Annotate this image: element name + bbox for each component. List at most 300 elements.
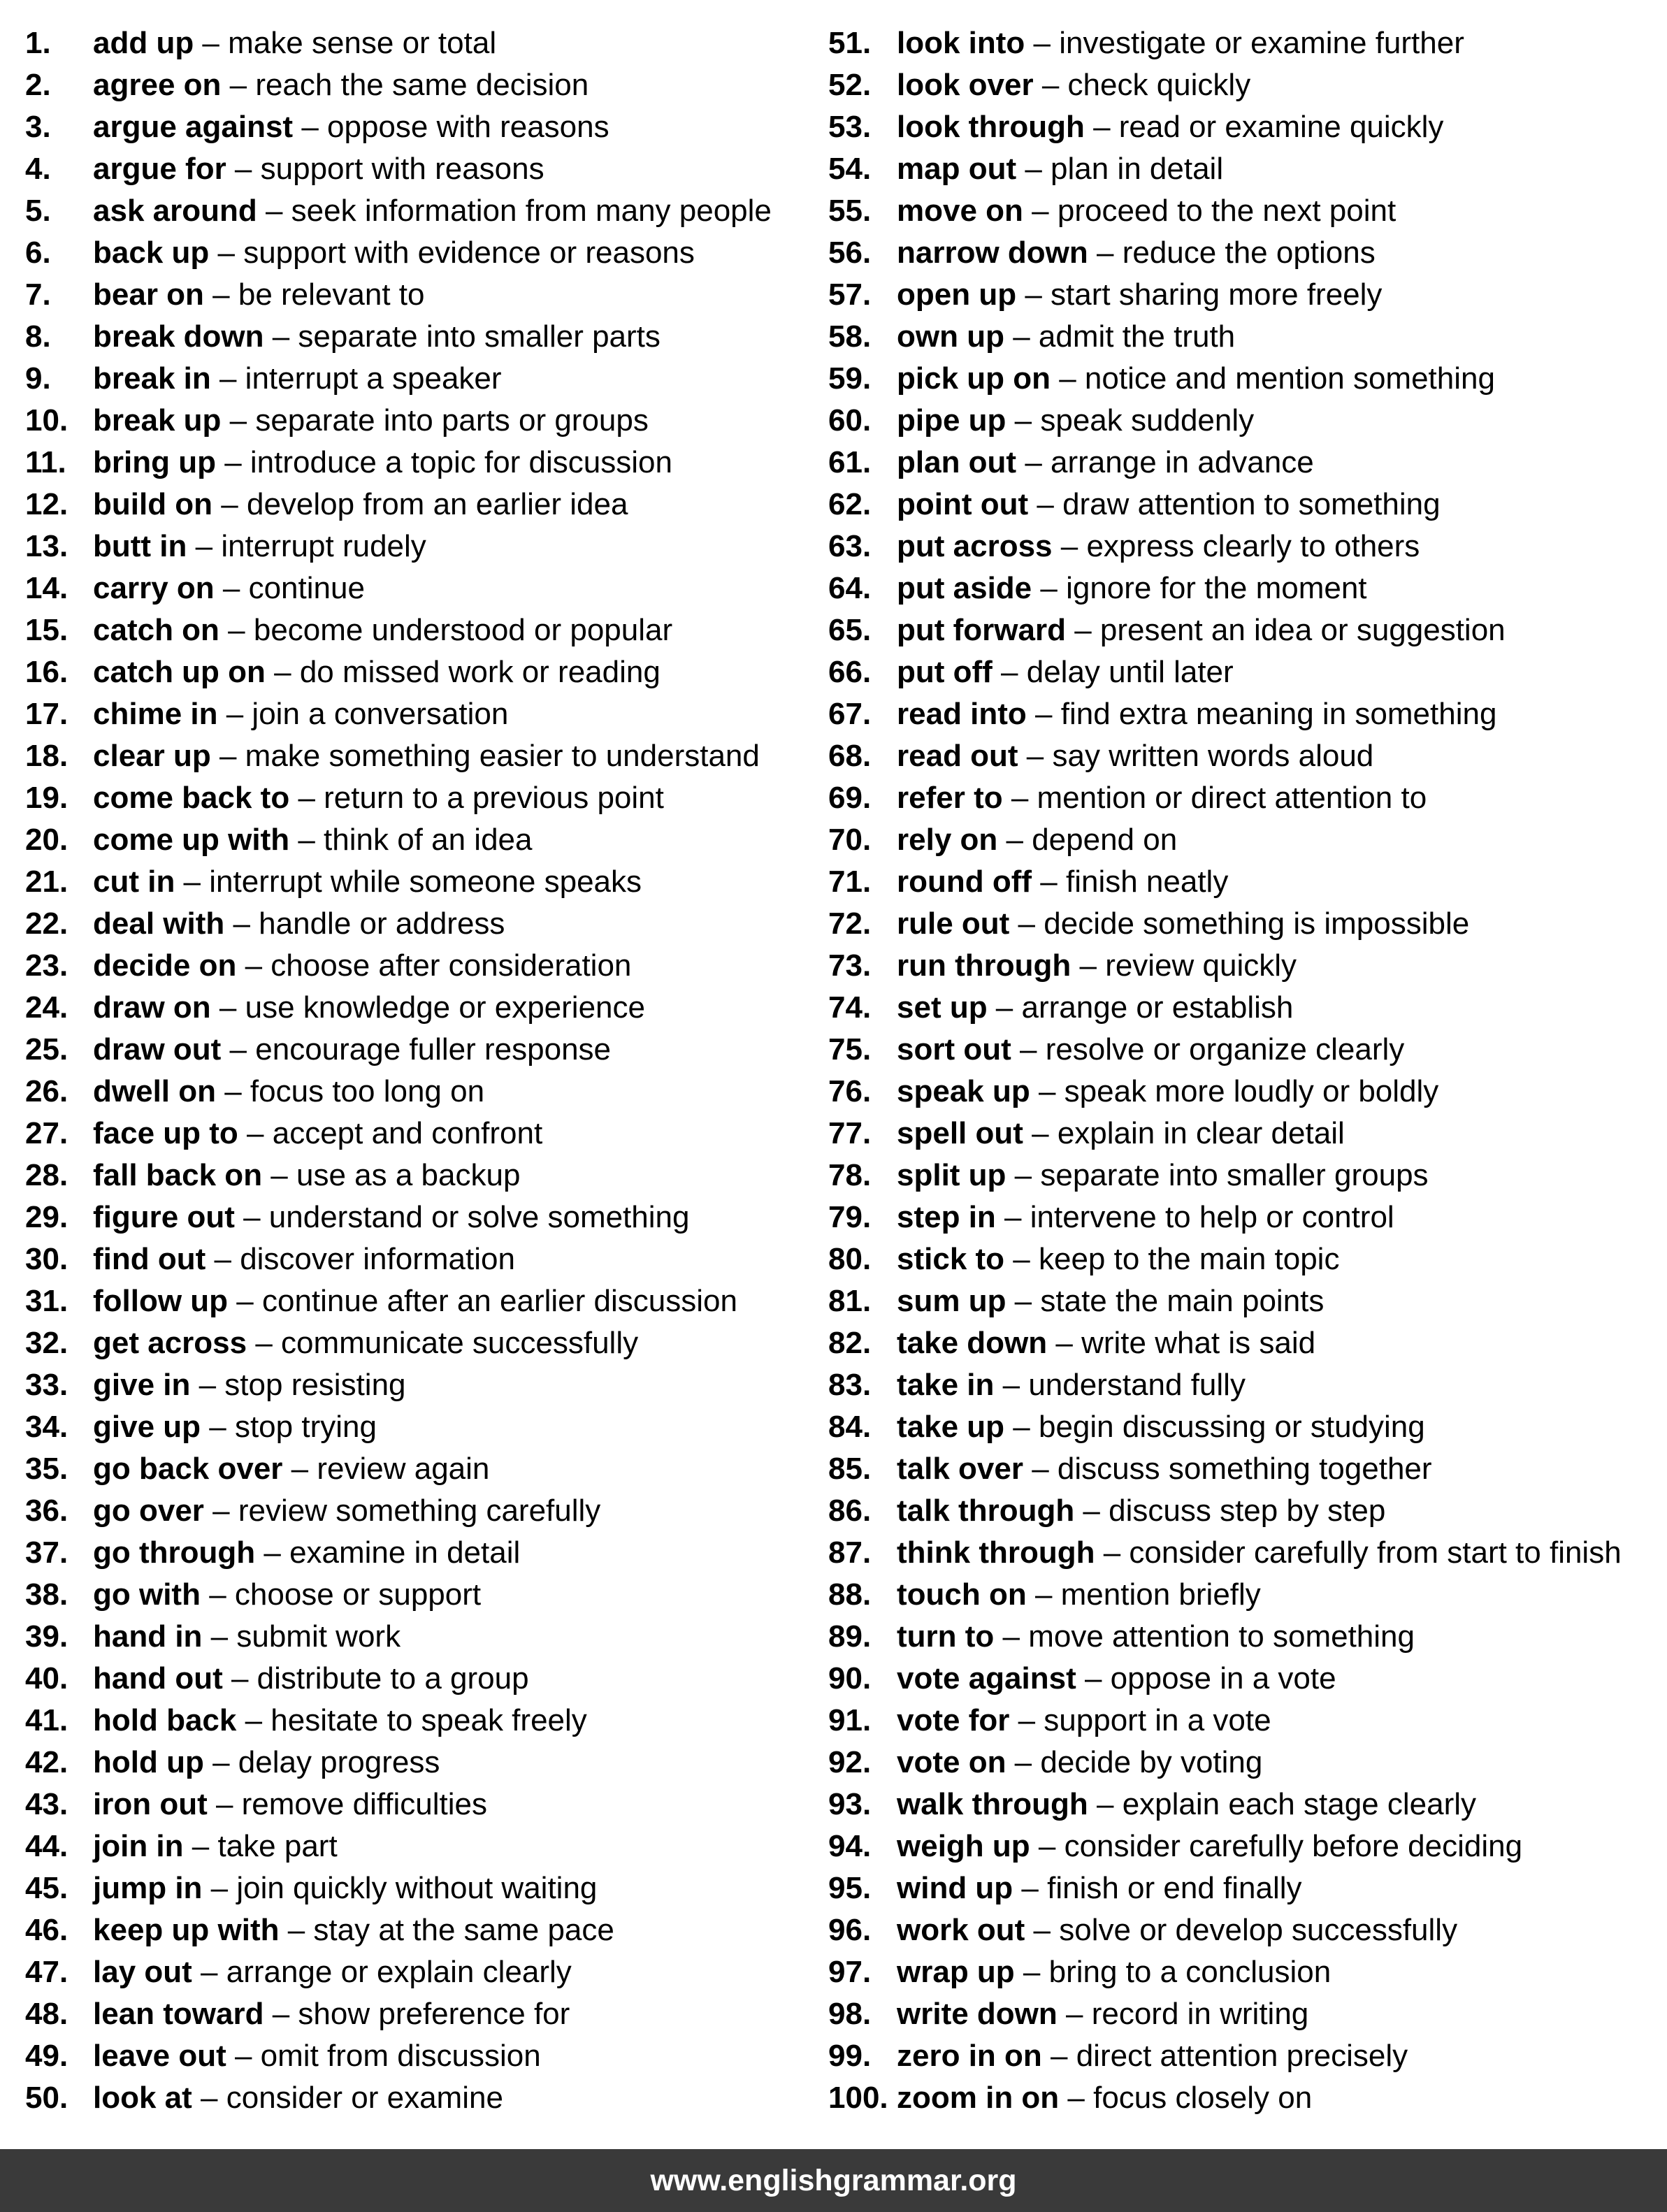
entry-number: 87. — [828, 1535, 872, 1570]
entry-number: 24. — [25, 990, 68, 1025]
entry-number: 55. — [828, 194, 872, 228]
phrasal-verb: speak up — [897, 1074, 1030, 1108]
dash-separator: – — [1026, 697, 1061, 731]
phrasal-verb-entry — [25, 945, 808, 987]
phrasal-verb: narrow down — [897, 236, 1088, 270]
phrasal-verb-entry — [828, 2035, 1660, 2077]
dash-separator: – — [214, 571, 249, 605]
dash-separator: – — [987, 990, 1022, 1025]
entry-number: 64. — [828, 571, 872, 605]
phrasal-verb: move on — [897, 194, 1023, 228]
definition: finish or end finally — [1047, 1871, 1302, 1905]
dash-separator: – — [1006, 1284, 1041, 1318]
definition: handle or address — [259, 906, 505, 941]
phrasal-verb-entry — [828, 1322, 1660, 1364]
phrasal-verb: read into — [897, 697, 1027, 731]
definition: separate into smaller parts — [298, 319, 661, 354]
entry-number: 46. — [25, 1913, 68, 1947]
phrasal-verb: go over — [93, 1494, 204, 1528]
entry-number: 67. — [828, 697, 872, 731]
dash-separator: – — [1076, 1661, 1111, 1696]
entry-number: 71. — [828, 865, 872, 899]
dash-separator: – — [1088, 1787, 1123, 1821]
definition: notice and mention something — [1084, 361, 1495, 396]
definition: plan in detail — [1051, 152, 1224, 186]
phrasal-verb: lay out — [93, 1955, 192, 1989]
phrasal-verb: give in — [93, 1368, 191, 1402]
phrasal-verb: argue for — [93, 152, 226, 186]
entry-number: 65. — [828, 613, 872, 647]
entry-number: 85. — [828, 1452, 872, 1486]
phrasal-verb-entry — [828, 358, 1660, 400]
entry-number: 100. — [828, 2081, 888, 2115]
entry-number: 86. — [828, 1494, 872, 1528]
dash-separator: – — [192, 1955, 226, 1989]
dash-separator: – — [224, 906, 259, 941]
entry-number: 58. — [828, 319, 872, 354]
dash-separator: – — [202, 1871, 237, 1905]
phrasal-verb: map out — [897, 152, 1017, 186]
phrasal-verb-entry — [25, 274, 808, 316]
definition: say written words aloud — [1052, 739, 1374, 773]
definition: discuss step by step — [1109, 1494, 1386, 1528]
dash-separator: – — [1032, 571, 1067, 605]
phrasal-verb-entry — [25, 442, 808, 484]
phrasal-verb: come up with — [93, 823, 290, 857]
entry-number: 2. — [25, 68, 51, 102]
entry-number: 31. — [25, 1284, 68, 1318]
definition: arrange or establish — [1021, 990, 1294, 1025]
phrasal-verb-entry — [828, 106, 1660, 148]
phrasal-verb: put forward — [897, 613, 1066, 647]
phrasal-verb-entry — [828, 1071, 1660, 1113]
definition: communicate successfully — [281, 1326, 639, 1360]
definition: examine in detail — [289, 1535, 521, 1570]
phrasal-verb-entry — [25, 316, 808, 358]
phrasal-verb: dwell on — [93, 1074, 216, 1108]
definition: support with evidence or reasons — [243, 236, 695, 270]
entry-number: 72. — [828, 906, 872, 941]
phrasal-verb-entry — [828, 1826, 1660, 1867]
dash-separator: – — [200, 1577, 235, 1612]
entry-number: 42. — [25, 1745, 68, 1779]
phrasal-verb: wrap up — [897, 1955, 1015, 1989]
entry-number: 35. — [25, 1452, 68, 1486]
dash-separator: – — [190, 1368, 225, 1402]
phrasal-verb: zoom in on — [897, 2081, 1060, 2115]
phrasal-verb: sort out — [897, 1032, 1011, 1067]
phrasal-verb: catch on — [93, 613, 219, 647]
phrasal-verb-entry — [828, 1364, 1660, 1406]
dash-separator: – — [203, 277, 238, 312]
definition: separate into parts or groups — [255, 403, 649, 438]
phrasal-verb-entry — [25, 190, 808, 232]
phrasal-verb-entry — [828, 1280, 1660, 1322]
phrasal-verb: lean toward — [93, 1997, 264, 2031]
dash-separator: – — [1009, 1703, 1044, 1737]
dash-separator: – — [1084, 110, 1119, 144]
phrasal-verb: look at — [93, 2081, 192, 2115]
definition: reduce the options — [1122, 236, 1376, 270]
dash-separator: – — [203, 1745, 238, 1779]
phrasal-verb: chime in — [93, 697, 218, 731]
dash-separator: – — [175, 865, 210, 899]
phrasal-verb-entry — [828, 1029, 1660, 1071]
entry-number: 82. — [828, 1326, 872, 1360]
definition: review quickly — [1105, 948, 1297, 983]
phrasal-verb: come back to — [93, 781, 290, 815]
definition: introduce a topic for discussion — [250, 445, 672, 479]
dash-separator: – — [1030, 1074, 1065, 1108]
dash-separator: – — [1028, 487, 1063, 521]
phrasal-verb-entry — [25, 1448, 808, 1490]
phrasal-verb: plan out — [897, 445, 1017, 479]
phrasal-verb: hand in — [93, 1619, 203, 1654]
dash-separator: – — [1004, 1242, 1039, 1276]
phrasal-verb: run through — [897, 948, 1071, 983]
phrasal-verb: vote against — [897, 1661, 1076, 1696]
dash-separator: – — [293, 110, 328, 144]
definition: decide by voting — [1040, 1745, 1263, 1779]
phrasal-verb: draw on — [93, 990, 211, 1025]
definition: seek information from many people — [291, 194, 772, 228]
definition: interrupt rudely — [221, 529, 426, 563]
phrasal-verb: touch on — [897, 1577, 1027, 1612]
dash-separator: – — [1026, 1577, 1061, 1612]
phrasal-verb: back up — [93, 236, 210, 270]
dash-separator: – — [1023, 194, 1058, 228]
phrasal-verb: face up to — [93, 1116, 238, 1150]
entry-number: 98. — [828, 1997, 872, 2031]
dash-separator: – — [210, 990, 245, 1025]
phrasal-verb-entry — [828, 1616, 1660, 1658]
entry-number: 83. — [828, 1368, 872, 1402]
entry-number: 11. — [25, 445, 66, 479]
dash-separator: – — [995, 1200, 1030, 1234]
definition: separate into smaller groups — [1040, 1158, 1429, 1192]
dash-separator: – — [1006, 1158, 1041, 1192]
phrasal-verb-entry — [25, 148, 808, 190]
definition: admit the truth — [1038, 319, 1236, 354]
entry-number: 91. — [828, 1703, 872, 1737]
phrasal-verb: step in — [897, 1200, 996, 1234]
phrasal-verb: weigh up — [897, 1829, 1030, 1863]
phrasal-verb-entry — [25, 484, 808, 526]
phrasal-verb-entry — [25, 777, 808, 819]
phrasal-verb-entry — [25, 526, 808, 568]
phrasal-verb: argue against — [93, 110, 294, 144]
phrasal-verb-entry — [828, 1700, 1660, 1742]
entry-number: 47. — [25, 1955, 68, 1989]
dash-separator: – — [289, 781, 324, 815]
entry-number: 14. — [25, 571, 68, 605]
definition: begin discussing or studying — [1038, 1410, 1425, 1444]
phrasal-verb-entry — [828, 903, 1660, 945]
dash-separator: – — [1016, 152, 1051, 186]
dash-separator: – — [997, 823, 1032, 857]
phrasal-verb-entry — [828, 64, 1660, 106]
phrasal-verb: break down — [93, 319, 264, 354]
entry-number: 3. — [25, 110, 51, 144]
phrasal-verb: deal with — [93, 906, 225, 941]
dash-separator: – — [194, 26, 229, 60]
entry-number: 28. — [25, 1158, 68, 1192]
definition: bring to a conclusion — [1048, 1955, 1332, 1989]
entry-number: 70. — [828, 823, 872, 857]
definition: do missed work or reading — [299, 655, 661, 689]
definition: use knowledge or experience — [245, 990, 645, 1025]
phrasal-verb-entry — [25, 1280, 808, 1322]
entry-number: 78. — [828, 1158, 872, 1192]
phrasal-verb: iron out — [93, 1787, 208, 1821]
dash-separator: – — [1004, 319, 1039, 354]
phrasal-verb-entry — [828, 1867, 1660, 1909]
phrasal-verb-entry — [25, 1490, 808, 1532]
phrasal-verb-entry — [25, 1238, 808, 1280]
phrasal-verb: clear up — [93, 739, 211, 773]
dash-separator: – — [201, 1410, 235, 1444]
phrasal-verb: bring up — [93, 445, 216, 479]
phrasal-verb: split up — [897, 1158, 1006, 1192]
definition: record in writing — [1091, 1997, 1309, 2031]
phrasal-verb-entry — [25, 1742, 808, 1784]
definition: reach the same decision — [255, 68, 589, 102]
phrasal-verb: put across — [897, 529, 1053, 563]
entry-number: 22. — [25, 906, 68, 941]
phrasal-verb: go back over — [93, 1452, 283, 1486]
phrasal-verb-entry — [828, 861, 1660, 903]
phrasal-verb-entry — [828, 1490, 1660, 1532]
definition: direct attention precisely — [1076, 2039, 1408, 2073]
phrasal-verb-entry — [25, 1113, 808, 1155]
phrasal-verb-entry — [828, 1448, 1660, 1490]
phrasal-verb-entry — [25, 651, 808, 693]
definition: be relevant to — [238, 277, 425, 312]
phrasal-verb: own up — [897, 319, 1004, 354]
definition: mention or direct attention to — [1037, 781, 1427, 815]
phrasal-verb: cut in — [93, 865, 175, 899]
entry-number: 95. — [828, 1871, 872, 1905]
definition: check quickly — [1067, 68, 1251, 102]
dash-separator: – — [228, 1284, 262, 1318]
phrasal-verb: get across — [93, 1326, 247, 1360]
entry-number: 6. — [25, 236, 51, 270]
footer-url[interactable]: www.englishgrammar.org — [650, 2163, 1017, 2197]
definition: support with reasons — [260, 152, 544, 186]
phrasal-verb: stick to — [897, 1242, 1005, 1276]
dash-separator: – — [1088, 236, 1123, 270]
phrasal-verb-entry — [25, 735, 808, 777]
phrasal-verb-entry — [25, 861, 808, 903]
phrasal-verb: look through — [897, 110, 1085, 144]
phrasal-verb-entry — [25, 1322, 808, 1364]
entry-number: 77. — [828, 1116, 872, 1150]
entry-number: 8. — [25, 319, 51, 354]
phrasal-verb: put off — [897, 655, 993, 689]
phrasal-verb-entry — [25, 1993, 808, 2035]
dash-separator: – — [1071, 948, 1106, 983]
entry-number: 36. — [25, 1494, 68, 1528]
phrasal-verb: take up — [897, 1410, 1005, 1444]
definition: use as a backup — [296, 1158, 521, 1192]
entry-number: 88. — [828, 1577, 872, 1612]
dash-separator: – — [265, 655, 300, 689]
phrasal-verb-entry — [828, 945, 1660, 987]
entry-number: 57. — [828, 277, 872, 312]
definition: find extra meaning in something — [1060, 697, 1497, 731]
phrasal-verb: vote for — [897, 1703, 1010, 1737]
dash-separator: – — [226, 2039, 261, 2073]
dash-separator: – — [187, 529, 222, 563]
dash-separator: – — [236, 948, 271, 983]
phrasal-verb-entry — [828, 1658, 1660, 1700]
dash-separator: – — [183, 1829, 218, 1863]
definition: proceed to the next point — [1057, 194, 1397, 228]
definition: understand fully — [1028, 1368, 1246, 1402]
dash-separator: – — [215, 445, 250, 479]
definition: distribute to a group — [257, 1661, 529, 1696]
phrasal-verb: zero in on — [897, 2039, 1042, 2073]
entry-number: 29. — [25, 1200, 68, 1234]
definition: discover information — [240, 1242, 515, 1276]
entry-number: 1. — [25, 26, 51, 60]
phrasal-verb: put aside — [897, 571, 1032, 605]
phrasal-verb-entry — [828, 735, 1660, 777]
dash-separator: – — [264, 319, 298, 354]
phrasal-verb-entry — [828, 316, 1660, 358]
definition: speak suddenly — [1040, 403, 1255, 438]
phrasal-verb-entry — [828, 526, 1660, 568]
entry-number: 56. — [828, 236, 872, 270]
phrasal-verb-entry — [828, 609, 1660, 651]
definition: accept and confront — [272, 1116, 543, 1150]
definition: understand or solve something — [268, 1200, 690, 1234]
definition: remove difficulties — [241, 1787, 487, 1821]
phrasal-verb: set up — [897, 990, 988, 1025]
dash-separator: – — [1016, 277, 1051, 312]
right-column-list — [828, 22, 1660, 2119]
dash-separator: – — [1032, 865, 1066, 899]
dash-separator: – — [202, 1619, 237, 1654]
phrasal-verb: round off — [897, 865, 1032, 899]
entry-number: 25. — [25, 1032, 68, 1067]
definition: explain each stage clearly — [1122, 1787, 1477, 1821]
phrasal-verb: draw out — [93, 1032, 222, 1067]
entry-number: 99. — [828, 2039, 872, 2073]
dash-separator: – — [994, 1368, 1029, 1402]
entry-number: 59. — [828, 361, 872, 396]
phrasal-verb: take down — [897, 1326, 1048, 1360]
definition: return to a previous point — [324, 781, 664, 815]
phrasal-verb-entry — [828, 568, 1660, 609]
definition: continue — [248, 571, 365, 605]
phrasal-verb-entry — [25, 232, 808, 274]
dash-separator: – — [234, 1200, 269, 1234]
phrasal-verb-entry — [828, 442, 1660, 484]
entry-number: 80. — [828, 1242, 872, 1276]
definition: intervene to help or control — [1030, 1200, 1394, 1234]
definition: omit from discussion — [260, 2039, 541, 2073]
entry-number: 69. — [828, 781, 872, 815]
definition: interrupt a speaker — [245, 361, 502, 396]
phrasal-verb-entry — [25, 64, 808, 106]
definition: stop resisting — [224, 1368, 406, 1402]
phrasal-verb: work out — [897, 1913, 1025, 1947]
entry-number: 15. — [25, 613, 68, 647]
phrasal-verb-entry — [828, 484, 1660, 526]
phrasal-verb-entry — [828, 1406, 1660, 1448]
entry-number: 94. — [828, 1829, 872, 1863]
dash-separator: – — [238, 1116, 273, 1150]
entry-number: 34. — [25, 1410, 68, 1444]
entry-number: 89. — [828, 1619, 872, 1654]
phrasal-verb-entry — [25, 1532, 808, 1574]
phrasal-verb-entry — [25, 1071, 808, 1113]
definition: delay until later — [1026, 655, 1234, 689]
entry-number: 40. — [25, 1661, 68, 1696]
definition: show preference for — [298, 1997, 570, 2031]
phrasal-verb: pipe up — [897, 403, 1006, 438]
footer-bar — [0, 2149, 1667, 2212]
dash-separator: – — [221, 403, 256, 438]
entry-number: 30. — [25, 1242, 68, 1276]
definition: state the main points — [1040, 1284, 1325, 1318]
phrasal-verb-entry — [828, 1951, 1660, 1993]
phrasal-verb: go through — [93, 1535, 256, 1570]
entry-number: 27. — [25, 1116, 68, 1150]
phrasal-verb: pick up on — [897, 361, 1051, 396]
entry-number: 63. — [828, 529, 872, 563]
phrasal-verb-entry — [25, 1784, 808, 1826]
entry-number: 92. — [828, 1745, 872, 1779]
entry-number: 9. — [25, 361, 51, 396]
phrasal-verb: join in — [93, 1829, 184, 1863]
definition: encourage fuller response — [255, 1032, 612, 1067]
phrasal-verb: ask around — [93, 194, 257, 228]
entry-number: 17. — [25, 697, 68, 731]
phrasal-verb: read out — [897, 739, 1018, 773]
entry-number: 96. — [828, 1913, 872, 1947]
entry-number: 33. — [25, 1368, 68, 1402]
dash-separator: – — [1016, 445, 1051, 479]
phrasal-verb-entry — [25, 358, 808, 400]
phrasal-verb-entry — [828, 1532, 1660, 1574]
phrasal-verb-entry — [25, 2077, 808, 2119]
phrasal-verb: hold up — [93, 1745, 204, 1779]
entry-number: 52. — [828, 68, 872, 102]
dash-separator: – — [1052, 529, 1087, 563]
phrasal-verb-entry — [828, 693, 1660, 735]
phrasal-verb: carry on — [93, 571, 215, 605]
entry-number: 41. — [25, 1703, 68, 1737]
dash-separator: – — [222, 1661, 257, 1696]
entry-number: 68. — [828, 739, 872, 773]
definition: review something carefully — [238, 1494, 601, 1528]
definition: mention briefly — [1060, 1577, 1261, 1612]
phrasal-verb-entry — [25, 609, 808, 651]
phrasal-verb: sum up — [897, 1284, 1006, 1318]
definition: focus closely on — [1093, 2081, 1313, 2115]
phrasal-verb-entry — [25, 1700, 808, 1742]
definition: hesitate to speak freely — [270, 1703, 587, 1737]
phrasal-verb: look over — [897, 68, 1034, 102]
phrasal-verb: look into — [897, 26, 1025, 60]
phrasal-verb-entry — [828, 232, 1660, 274]
definition: review again — [317, 1452, 490, 1486]
entry-number: 74. — [828, 990, 872, 1025]
phrasal-verb: think through — [897, 1535, 1095, 1570]
phrasal-verb: butt in — [93, 529, 187, 563]
